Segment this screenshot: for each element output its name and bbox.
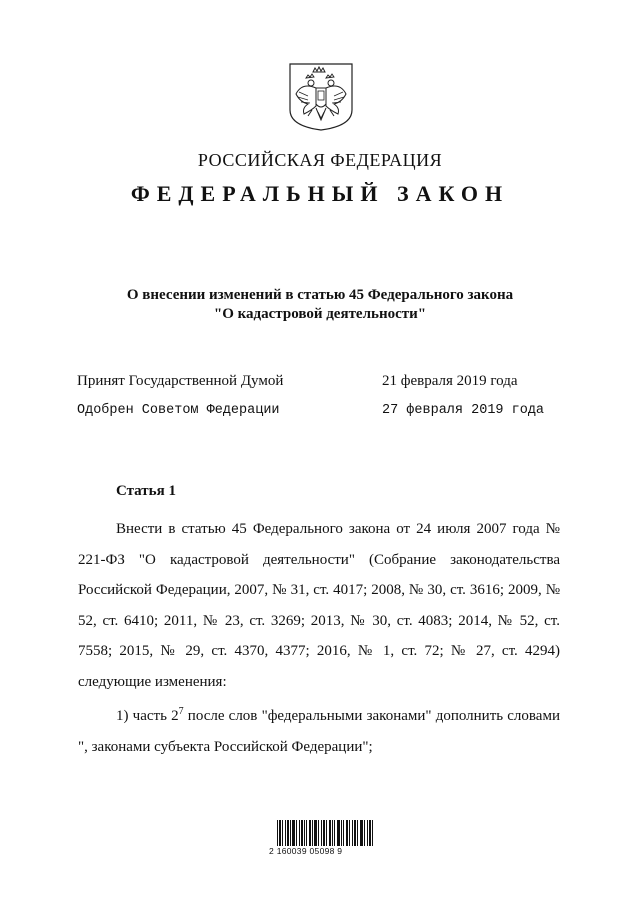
article-body	[78, 514, 560, 762]
law-title	[0, 286, 640, 324]
russian-coat-of-arms-icon	[286, 60, 356, 132]
law-title-line2: "О кадастровой деятельности"	[213, 306, 427, 322]
barcode-icon	[275, 820, 375, 846]
duma-date: 21 февраля 2019 года	[382, 373, 518, 389]
council-date: 27 февраля 2019 года	[382, 403, 545, 418]
article-intro-paragraph: Внести в статью 45 Федерального закона от 24 июля 2007 года № 221-ФЗ "О кадастровой деятельности" (Собрание законодательства Российской Федерации, 2007, № 31, ст. 4017; 2008, № 30, ст. 3616; 2009, № 52, ст. 6410; 2011, № 23, ст. 3269; 2013, № 30, ст. 4083; 2014, № 52, ст. 7558; 2015, № 29, ст. 4370, 4377; 2016, № 1, ст. 72; № 27, ст. 4294) следующие изменения:	[78, 521, 560, 690]
country-name: РОССИЙСКАЯ ФЕДЕРАЦИЯ	[197, 150, 443, 170]
law-title-line1: О внесении изменений в статью 45 Федерального закона	[126, 287, 514, 303]
amendment-item-1	[78, 697, 560, 762]
council-label: Одобрен Советом Федерации	[77, 403, 280, 418]
article-heading: Статья 1	[116, 483, 176, 499]
coat-of-arms-emblem	[286, 60, 356, 132]
document-type: ФЕДЕРАЛЬНЫЙ ЗАКОН	[130, 181, 510, 206]
duma-label: Принят Государственной Думой	[77, 373, 284, 389]
amendment-item-1-text: после слов "федеральными законами" дополнить словами ", законами субъекта Российской Федерации";	[78, 708, 560, 755]
amendment-item-1-prefix: 1) часть 2	[116, 708, 179, 724]
barcode-number: 2 160039 05098 9	[269, 846, 343, 856]
amendment-item-1-superscript: 7	[178, 706, 184, 717]
